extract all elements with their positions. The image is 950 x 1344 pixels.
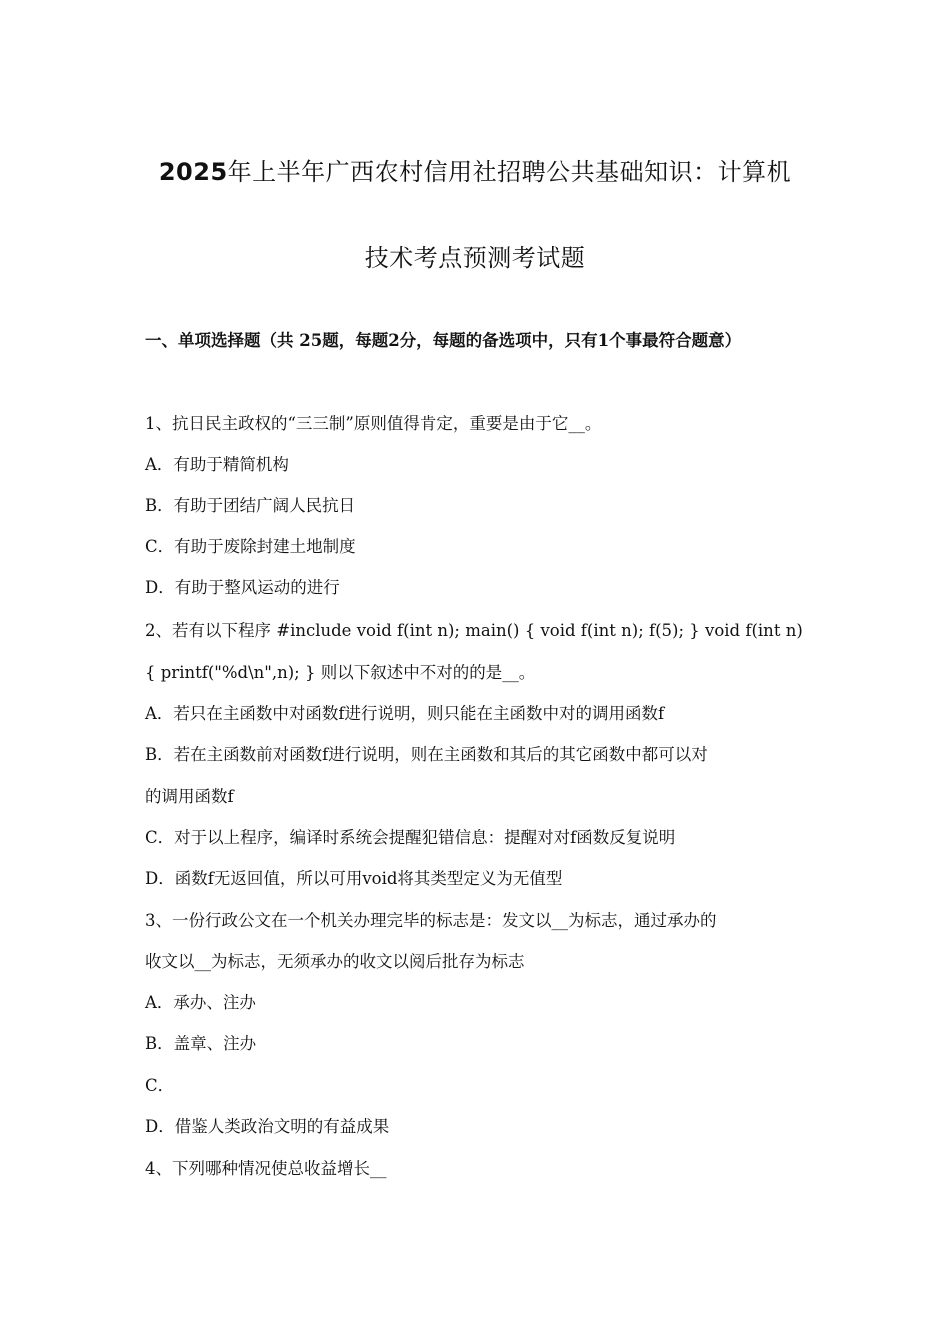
question-3-option-b: B．盖章、注办 [145, 1034, 257, 1053]
question-2-option-c: C．对于以上程序，编译时系统会提醒犯错信息：提醒对对f函数反复说明 [145, 828, 676, 847]
section-heading: 一、单项选择题（共 25题，每题2分，每题的备选项中，只有1个事最符合题意） [145, 331, 742, 350]
question-3-option-c: C． [145, 1076, 175, 1095]
question-1-text: 1、抗日民主政权的“三三制”原则值得肯定，重要是由于它__。 [145, 414, 602, 433]
question-1-option-c: C．有助于废除封建土地制度 [145, 537, 356, 556]
question-3-option-d: D．借鉴人类政治文明的有益成果 [145, 1117, 390, 1136]
question-2-text: 2、若有以下程序 #include void f(int n); main() { void f(int n); f(5); } void f(int n) [145, 621, 803, 640]
question-2-option-a: A．若只在主函数中对函数f进行说明，则只能在主函数中对的调用函数f [145, 704, 665, 723]
question-1-option-b: B．有助于团结广阔人民抗日 [145, 496, 356, 515]
question-1-option-a: A．有助于精简机构 [145, 455, 289, 474]
question-3-text: 3、一份行政公文在一个机关办理完毕的标志是：发文以__为标志，通过承办的 [145, 911, 717, 930]
document-title-line-2: 技术考点预测考试题 [364, 244, 586, 272]
question-4-text: 4、下列哪种情况使总收益增长__ [145, 1159, 387, 1178]
question-3-text-cont: 收文以__为标志，无须承办的收文以阅后批存为标志 [145, 952, 525, 971]
question-2-text-cont: { printf("%d\n",n); } 则以下叙述中不对的的是__。 [145, 663, 536, 682]
question-2-option-b: B．若在主函数前对函数f进行说明，则在主函数和其后的其它函数中都可以对 [145, 745, 708, 764]
title-line-1-text: 年上半年广西农村信用社招聘公共基础知识：计算机 [227, 158, 792, 186]
question-1-option-d: D．有助于整风运动的进行 [145, 578, 340, 597]
document-title-line-1 [120, 152, 830, 187]
title-year: 2025 [158, 158, 228, 186]
question-2-option-b-cont: 的调用函数f [145, 787, 234, 806]
question-3-option-a: A．承办、注办 [145, 993, 256, 1012]
question-2-option-d: D．函数f无返回值，所以可用void将其类型定义为无值型 [145, 869, 563, 888]
